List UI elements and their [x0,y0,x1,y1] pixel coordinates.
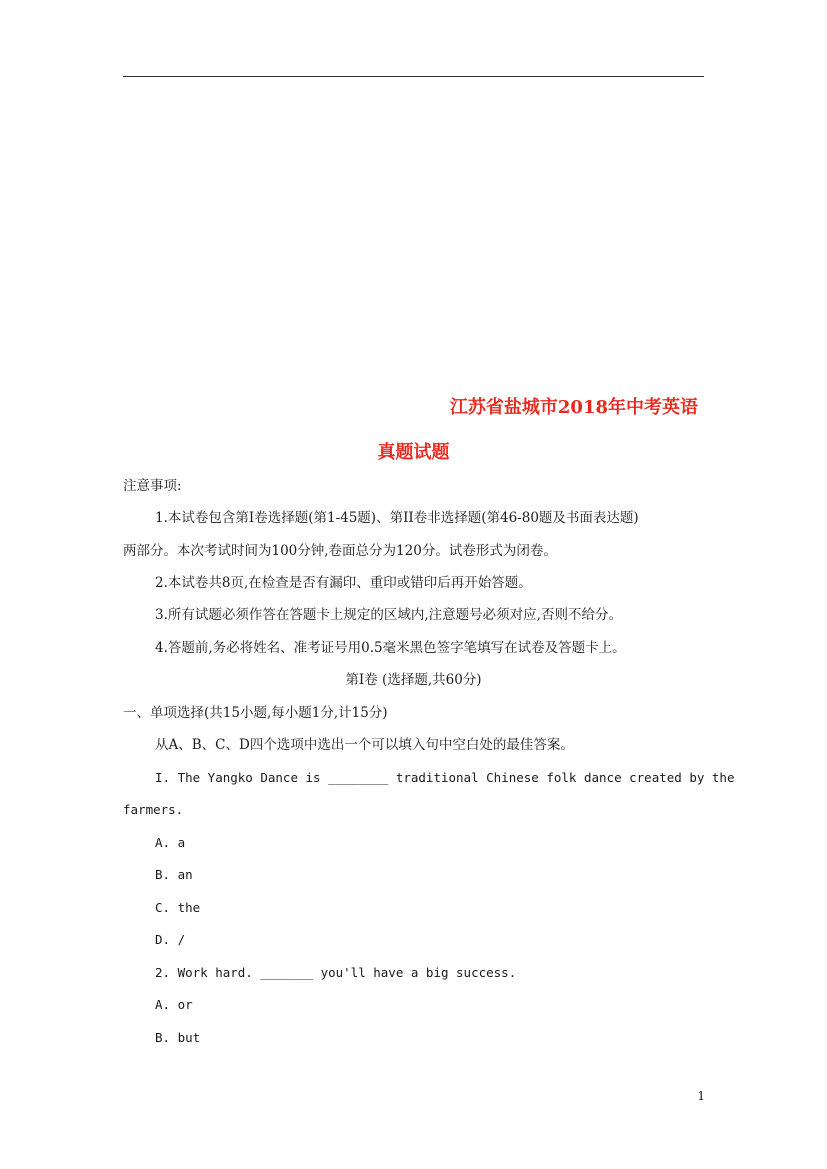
exam-title: 江苏省盐城市2018年中考英语 [449,397,698,418]
q2-option-a: A. or [155,997,193,1012]
part-instruction: 从A、B、C、D四个选项中选出一个可以填入句中空白处的最佳答案。 [155,737,574,753]
notice-item-4: 4.答题前,务必将姓名、准考证号用0.5毫米黑色签字笔填写在试卷及答题卡上。 [155,640,626,656]
q1-option-b: B. an [155,867,193,882]
question-1-cont: farmers. [123,802,184,817]
exam-subtitle: 真题试题 [377,442,450,463]
notice-item-1-cont: 两部分。本次考试时间为100分钟,卷面总分为120分。试卷形式为闭卷。 [123,543,557,559]
q2-option-b: B. but [155,1030,201,1045]
question-1: I. The Yangko Dance is ________ traditional Chinese folk dance created by the [155,770,735,785]
notice-item-1: 1.本试卷包含第I卷选择题(第1-45题)、第II卷非选择题(第46-80题及书面表达题) [155,510,639,526]
q1-option-c: C. the [155,900,201,915]
question-2: 2. Work hard. _______ you'll have a big success. [155,965,517,980]
notice-item-2: 2.本试卷共8页,在检查是否有漏印、重印或错印后再开始答题。 [155,575,532,591]
notice-item-3: 3.所有试题必须作答在答题卡上规定的区域内,注意题号必须对应,否则不给分。 [155,607,622,623]
section-title: 第I卷 (选择题,共60分) [345,672,482,688]
q1-option-d: D. / [155,932,186,947]
notice-heading: 注意事项: [123,478,182,494]
page-number: 1 [697,1089,705,1103]
part-heading: 一、单项选择(共15小题,每小题1分,计15分) [123,705,388,721]
header-rule [123,76,704,77]
q1-option-a: A. a [155,835,186,850]
